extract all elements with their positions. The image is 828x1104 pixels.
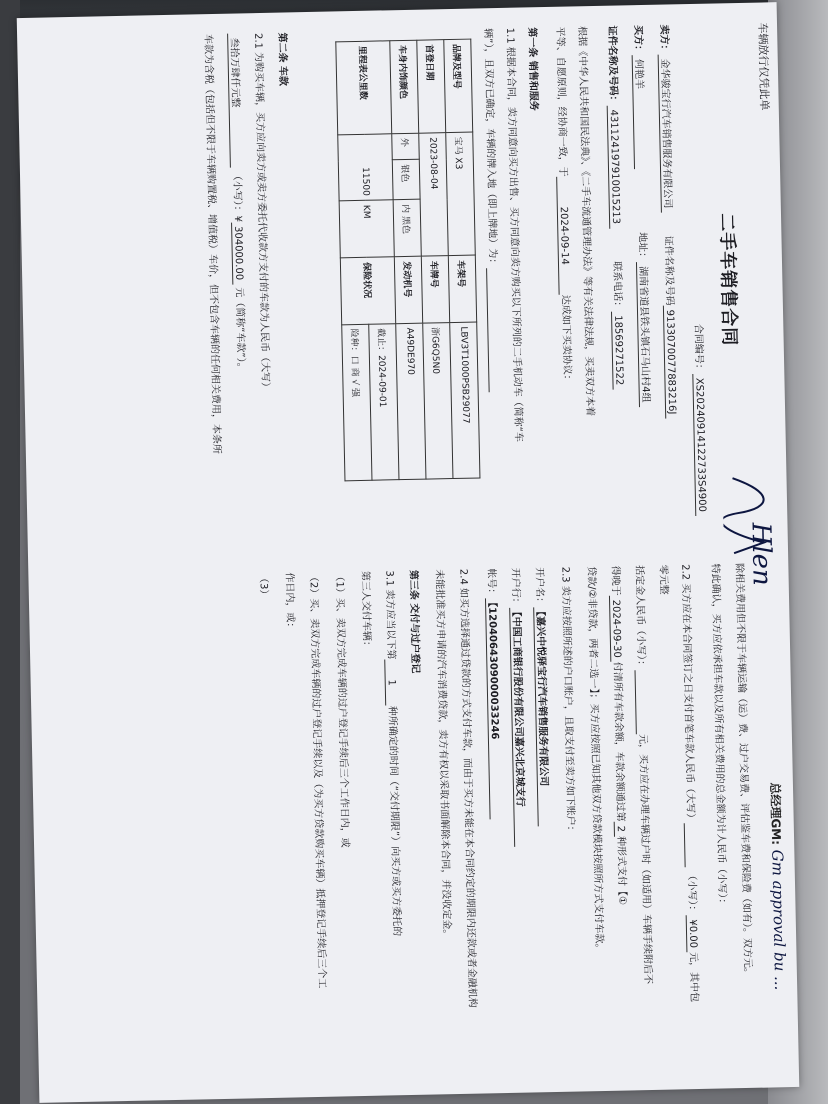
preamble-2b: 达成如下买卖协议： <box>559 294 573 385</box>
plate-value: 浙G6Q5N0 <box>423 322 453 479</box>
color-in <box>393 199 421 257</box>
p2-line-9: 2.4 如买方选择通过贷款的方式支付车款，而由于买方未能在本合同约定的期限内还款或者金融机构 <box>457 568 478 1008</box>
bank-label: 开户行： <box>509 567 522 608</box>
p2-line-6 <box>609 565 631 905</box>
p2-line-7: 贷款/②非贷款，两者二选一】；买方应按照已知其他双方贷款模块按照所方式支付车款。 <box>585 566 605 954</box>
article-1-1b-text: 辆”），且双方已确定，车辆的牌入地（即上牌地）为： <box>482 28 499 269</box>
contract-title: 二手车销售合同 <box>715 213 740 347</box>
seller-credit: 9133070077883216J <box>663 306 677 419</box>
p2-line-15: 作日内，或： <box>283 572 296 633</box>
buyer-address-label: 地址： <box>636 232 648 263</box>
buyer-name: 何艳羊 <box>632 55 646 169</box>
rotated-content <box>17 2 800 1103</box>
p2-line-13: （1）买、卖双方完成车辆的过户登记手续后三个工作日内，或 <box>333 571 351 848</box>
gm-handwriting: Gm approval bu ... <box>768 849 790 991</box>
contract-number <box>692 324 711 516</box>
bank-row <box>509 568 530 847</box>
gm-label: 总经理GM: <box>767 782 784 846</box>
preamble-1: 根据《中华人民共和国民法典》、《二手车流通管理办法》等有关法律法规，买卖双方本着 <box>576 26 596 417</box>
seller-name: 金华骏宝行汽车销售服务有限公司 <box>658 54 673 212</box>
balance-due-date: 2024-09-30 <box>609 596 622 662</box>
article-1-1b <box>482 28 505 392</box>
agreement-date: 2024-09-14 <box>556 177 570 295</box>
seller-row <box>658 24 681 418</box>
color-out-value: 银色 <box>392 159 420 199</box>
plate-label: 车牌号 <box>421 256 449 323</box>
p2-line-3-suffix: 元，其中包 <box>687 951 700 1003</box>
p2-line-2: 特此确认，买方应依承担车款以及所有相关费用的总金额为计人民币（小写）： <box>709 563 728 909</box>
p2-line-5-text: 括定金人民币（小写）： <box>633 565 647 671</box>
delivery-option: 1 <box>384 659 397 706</box>
p2-line-8: 2.3 卖方应按照所述的户口账户，且取支付至卖方如下账户： <box>559 566 576 836</box>
account-name-row <box>533 567 553 826</box>
engine-value: A49DE970 <box>396 323 426 480</box>
p2-line-11a: 3.1 卖方应当以下第 <box>383 570 397 660</box>
account-number-row <box>485 568 505 819</box>
contract-number-value: XS20240914122733S4900 <box>692 374 707 516</box>
brand-value: 宝马 X3 <box>446 132 476 256</box>
p2-line-1 <box>733 563 757 978</box>
background-left <box>0 0 20 1104</box>
color-in-label: 内 <box>400 203 411 214</box>
buyer-label: 买方： <box>632 24 644 56</box>
vin-label: 车架号 <box>448 255 476 322</box>
mileage-value: 11500 <box>338 134 393 201</box>
p2-line-11c: 种所确定的时间（“交付期限”）向买方或买方委托的 <box>386 705 403 937</box>
insurance-date: 截止：2024-09-01 <box>369 323 399 480</box>
p2-line-3-small: （小写）： <box>685 870 698 916</box>
article-2-title: 第二条 车款 <box>276 32 289 87</box>
reg-date-value: 2023-08-04 <box>419 132 449 256</box>
registration-place-blank <box>486 268 501 392</box>
payment-form-number: 2 <box>614 822 626 837</box>
p2-line-16: （3） <box>257 572 269 600</box>
signature-handwriting: Hlen <box>745 522 777 587</box>
p2-line-6a: 得晚于 <box>609 565 621 596</box>
amount-in-words: 叁拾万肆仟元整 <box>227 33 242 167</box>
mileage-unit: KM <box>339 200 394 258</box>
p2-line-11 <box>383 570 406 936</box>
buyer-address: 湖南省道县铁头镇石马山村4组 <box>636 262 651 407</box>
contract-number-label: 合同编号： <box>692 323 705 374</box>
p2-line-1-text: 除相关费用但不限于车辆运输（运）费、过户交易费、评估鉴车费和保险费（如有）。双方 <box>733 562 753 959</box>
buyer-phone-label: 联系电话： <box>610 261 623 312</box>
article-1-title: 第一条 销售和服务 <box>526 27 539 111</box>
vehicle-table <box>335 39 480 482</box>
signature-scribble <box>722 472 784 593</box>
account-number: 【1204064309000033246 <box>485 598 502 819</box>
p2-line-4: 零元整 <box>657 564 669 595</box>
brand-label: 品牌及型号 <box>444 39 473 132</box>
article-3-title: 第三条 交付与过户登记 <box>407 569 421 674</box>
contract-page-2 <box>28 562 799 1098</box>
buyer-phone: 18569271522 <box>611 311 625 389</box>
seller-credit-label: 证件名称及号码 <box>662 235 675 306</box>
seller-label: 卖方： <box>658 24 670 55</box>
p2-line-6d: 种形式支付【① <box>614 835 628 906</box>
color-label: 车身内饰颜色 <box>390 40 419 133</box>
contract-sheet <box>17 2 800 1103</box>
p2-line-3-blank <box>684 823 697 867</box>
amount-suffix: 元（简称“车款”）。 <box>233 287 247 373</box>
account-name: 【嘉兴中悦驿宝行汽车销售服务有限公司 <box>533 607 550 826</box>
mileage-label: 里程表公里数 <box>336 41 392 135</box>
article-1-1: 1.1 根据本合同，卖方同意向买方出售、买方同意向卖方购买以下所列的二手机动车（简称“车 <box>504 27 524 443</box>
buyer-id-row <box>606 25 629 389</box>
p2-line-3 <box>679 564 703 1002</box>
p2-line-5-b: 元，买方应在办理车辆过户时（如适用）车辆手续附后不 <box>636 734 654 985</box>
p2-line-10: 未能批准买方申请的汽车消费贷款，卖方有权以采取书面解除本合同，并没收定金。 <box>433 569 453 940</box>
contract-page-1 <box>17 22 788 558</box>
p2-line-12: 第三人交付车辆： <box>359 570 373 652</box>
account-name-label: 开户名： <box>533 567 546 608</box>
vin-value: LBV3T1000PSB29077 <box>450 322 480 479</box>
first-payment-amount: ¥0.00 <box>686 915 699 952</box>
buyer-row <box>632 25 655 407</box>
color-out-label: 外 <box>392 133 420 160</box>
account-number-label: 帐号： <box>485 568 497 599</box>
amount-small-label: （小写）：¥ <box>230 170 244 223</box>
buyer-id: 431124197910015213 <box>607 105 622 228</box>
insurance-type: 险种：口 商 √ 强 <box>342 324 372 481</box>
article-2-1d: 车款为含税（包括但不限于车辆购置税、增值税）车价，但不包含车辆的任何相关费用，本条所 <box>202 33 222 455</box>
p2-line-5 <box>633 565 657 984</box>
p2-line-6b: 付清所有车款余额，车款余额通过第 <box>611 661 626 822</box>
buyer-id-label: 证件名称及号码： <box>606 25 619 106</box>
preamble-2a: 平等、自愿原则，经协商一致，于 <box>554 26 569 177</box>
preamble-2 <box>554 27 576 385</box>
article-2-1: 2.1 为购买车辆，买方应向卖方或卖方委托代收款方支付的车款为人民币（大写） <box>252 32 271 393</box>
reg-date-label: 首登日期 <box>417 40 446 133</box>
p2-line-14: （2）买、卖双方完成车辆的过户登记手续以及（为买方贷款购买车辆）抵押登记手续后三个工 <box>307 571 328 989</box>
engine-label: 发动机号 <box>394 257 422 324</box>
p2-line-5-blank <box>635 670 648 734</box>
insurance-label: 保险状况 <box>340 257 395 324</box>
p2-line-1-end: 元。 <box>741 957 753 979</box>
p2-line-3-text: 2.2 买方应在本合同签订之日支付首笔车款人民币（大写） <box>679 564 696 824</box>
color-in-value: 黑色 <box>400 215 411 235</box>
top-note: 车辆放行仅凭此单 <box>755 22 771 111</box>
amount-value: 304000.00 <box>231 222 244 284</box>
article-2-1-amount <box>228 33 250 372</box>
bank-name: 【中国工商银行股份有限公司嘉兴北京城支行 <box>509 608 526 847</box>
